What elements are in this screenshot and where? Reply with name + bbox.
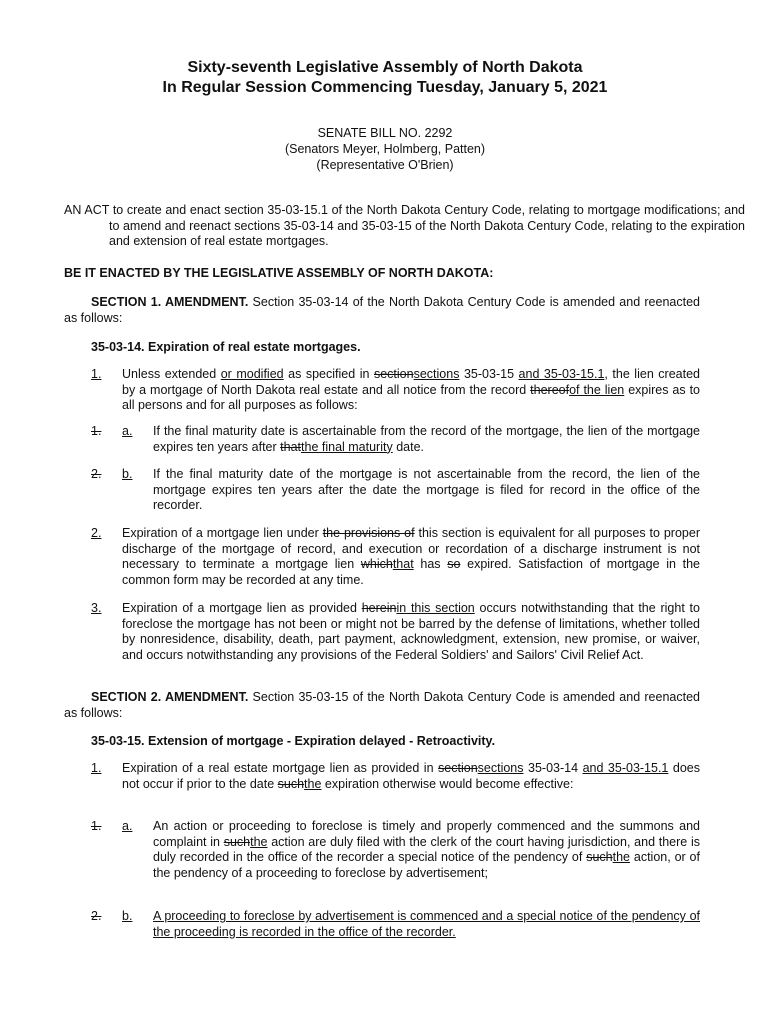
deleted-number: 1. (91, 424, 102, 438)
text-run: action, or of the pendency of a proceeding to foreclose by advertisement; (153, 850, 700, 880)
text-run: Unless extended (122, 367, 221, 381)
section-1-heading: 35-03-14. Expiration of real estate mortgages. (91, 340, 361, 354)
inserted-text: the (612, 850, 630, 865)
deleted-text: so (447, 557, 461, 572)
inserted-text: sections (413, 367, 460, 381)
text-run: 35-03-15 (459, 367, 519, 381)
subsection-text (122, 601, 700, 663)
deleted-text: thereof (530, 382, 570, 397)
subsection-number: 2. (91, 526, 102, 540)
deleted-text: section (373, 367, 414, 381)
title-line-1: Sixty-seventh Legislative Assembly of North Dakota (187, 59, 583, 76)
text-run: date. (392, 439, 425, 454)
enacting-clause: BE IT ENACTED BY THE LEGISLATIVE ASSEMBLY OF NORTH DAKOTA: (64, 266, 494, 280)
section-2-text: Section 35-03-15 of the North Dakota Century Code is amended and reenacted as follows: (64, 690, 700, 720)
inserted-text: or modified (220, 367, 284, 381)
inserted-text: and 35-03-15.1 (582, 761, 669, 775)
paragraph-letter: b. (122, 467, 133, 481)
deleted-text: the provisions of (322, 526, 415, 540)
text-run: 35-03-14 (523, 761, 583, 775)
bill-representative: (Representative O'Brien) (316, 158, 454, 172)
text-run: expires as to all persons and for all purposes as follows: (122, 382, 700, 413)
inserted-text: the final maturity (301, 439, 393, 454)
text-run: occurs notwithstanding that the right to foreclose the mortgage has not been or might not be barred by the defense of limitations, whether tolled by nonresidence, disability, death, part payment, acknowledgment, extension, new promise, or waiver, and occurs notwithstanding any provisions of the Federal Soldiers' and Sailors' Civil Relief Act. (122, 601, 700, 662)
inserted-text: that (392, 557, 414, 572)
section-1-label: SECTION 1. AMENDMENT. (91, 295, 249, 309)
deleted-text: section (438, 761, 478, 775)
paragraph-text (153, 424, 700, 455)
inserted-text: of the lien (569, 382, 625, 397)
deleted-text: such (223, 834, 251, 849)
paragraph-text: A proceeding to foreclose by advertisement is commenced and a special notice of the pendency of the proceeding is recorded in the office of the recorder. (153, 909, 700, 939)
text-run: An action or proceeding to foreclose is timely and properly commenced and the summons and complaint in (153, 819, 700, 849)
deleted-number: 2. (91, 909, 102, 923)
deleted-text: herein (361, 601, 397, 615)
paragraph-letter: a. (122, 819, 133, 833)
text-run: has (413, 557, 448, 572)
subsection-text (122, 761, 700, 792)
section-2-heading: 35-03-15. Extension of mortgage - Expiration delayed - Retroactivity. (91, 734, 496, 748)
deleted-text: such (277, 776, 305, 791)
deleted-number: 2. (91, 467, 102, 481)
paragraph-letter: b. (122, 909, 133, 923)
bill-number: SENATE BILL NO. 2292 (317, 126, 453, 140)
act-title: AN ACT to create and enact section 35-03-15.1 of the North Dakota Century Code, relating to mortgage modifications; and to amend and reenact sections 35-03-14 and 35-03-15 of the North Dakota Century Code, relating to the expiration and extension of real estate mortgages. (64, 203, 745, 249)
section-1-intro (64, 295, 700, 326)
section-2-intro (64, 690, 700, 721)
bill-senators: (Senators Meyer, Holmberg, Patten) (284, 142, 486, 156)
section-1-text: Section 35-03-14 of the North Dakota Century Code is amended and reenacted as follows: (64, 295, 700, 325)
text-run: Expiration of a mortgage lien under (122, 526, 323, 540)
subsection-number: 3. (91, 601, 102, 615)
text-run: Expiration of a mortgage lien as provided (122, 601, 362, 615)
inserted-text: the (304, 776, 322, 791)
text-run: expiration otherwise would become effective: (321, 776, 574, 791)
inserted-text: the (250, 834, 268, 849)
paragraph-text: If the final maturity date of the mortgage is not ascertainable from the record, the lien of the mortgage expires ten years after the date the mortgage is filed for record in the office of the recorder. (153, 467, 700, 513)
deleted-number: 1. (91, 819, 102, 833)
title-line-2: In Regular Session Commencing Tuesday, January 5, 2021 (162, 79, 608, 96)
bill-info (0, 125, 770, 173)
inserted-text: and 35-03-15.1 (518, 367, 605, 381)
deleted-text: that (280, 439, 302, 454)
subsection-number: 1. (91, 367, 102, 381)
subsection-number: 1. (91, 761, 102, 775)
text-run: this section is equivalent for all purposes to proper discharge of the mortgage of record, and execution or recordation of a discharge instrument is not necessary to terminate a mortgage lien (122, 526, 700, 572)
text-run: as specified in (283, 367, 374, 381)
deleted-text: which (360, 557, 393, 572)
section-2-label: SECTION 2. AMENDMENT. (91, 690, 249, 704)
subsection-text (122, 526, 700, 588)
document-title (0, 58, 770, 98)
inserted-text: in this section (396, 601, 475, 615)
text-run: expired. Satisfaction of mortgage in the common form may be recorded at any time. (122, 557, 701, 587)
paragraph-text (153, 819, 700, 881)
text-run: If the final maturity date is ascertainable from the record of the mortgage, the lien of the mortgage expires ten years after (153, 424, 700, 454)
paragraph-letter: a. (122, 424, 133, 438)
inserted-text: sections (477, 761, 524, 775)
subsection-text (122, 367, 700, 414)
text-run: , the lien created by a mortgage of North Dakota real estate and all notice from the record (122, 367, 700, 397)
text-run: action are duly filed with the clerk of the court having jurisdiction, and there is duly recorded in the office of the recorder a special notice of the pendency of (153, 834, 700, 865)
text-run: does not occur if prior to the date (122, 761, 700, 791)
text-run: Expiration of a real estate mortgage lien as provided in (122, 761, 439, 775)
deleted-text: such (586, 850, 613, 865)
